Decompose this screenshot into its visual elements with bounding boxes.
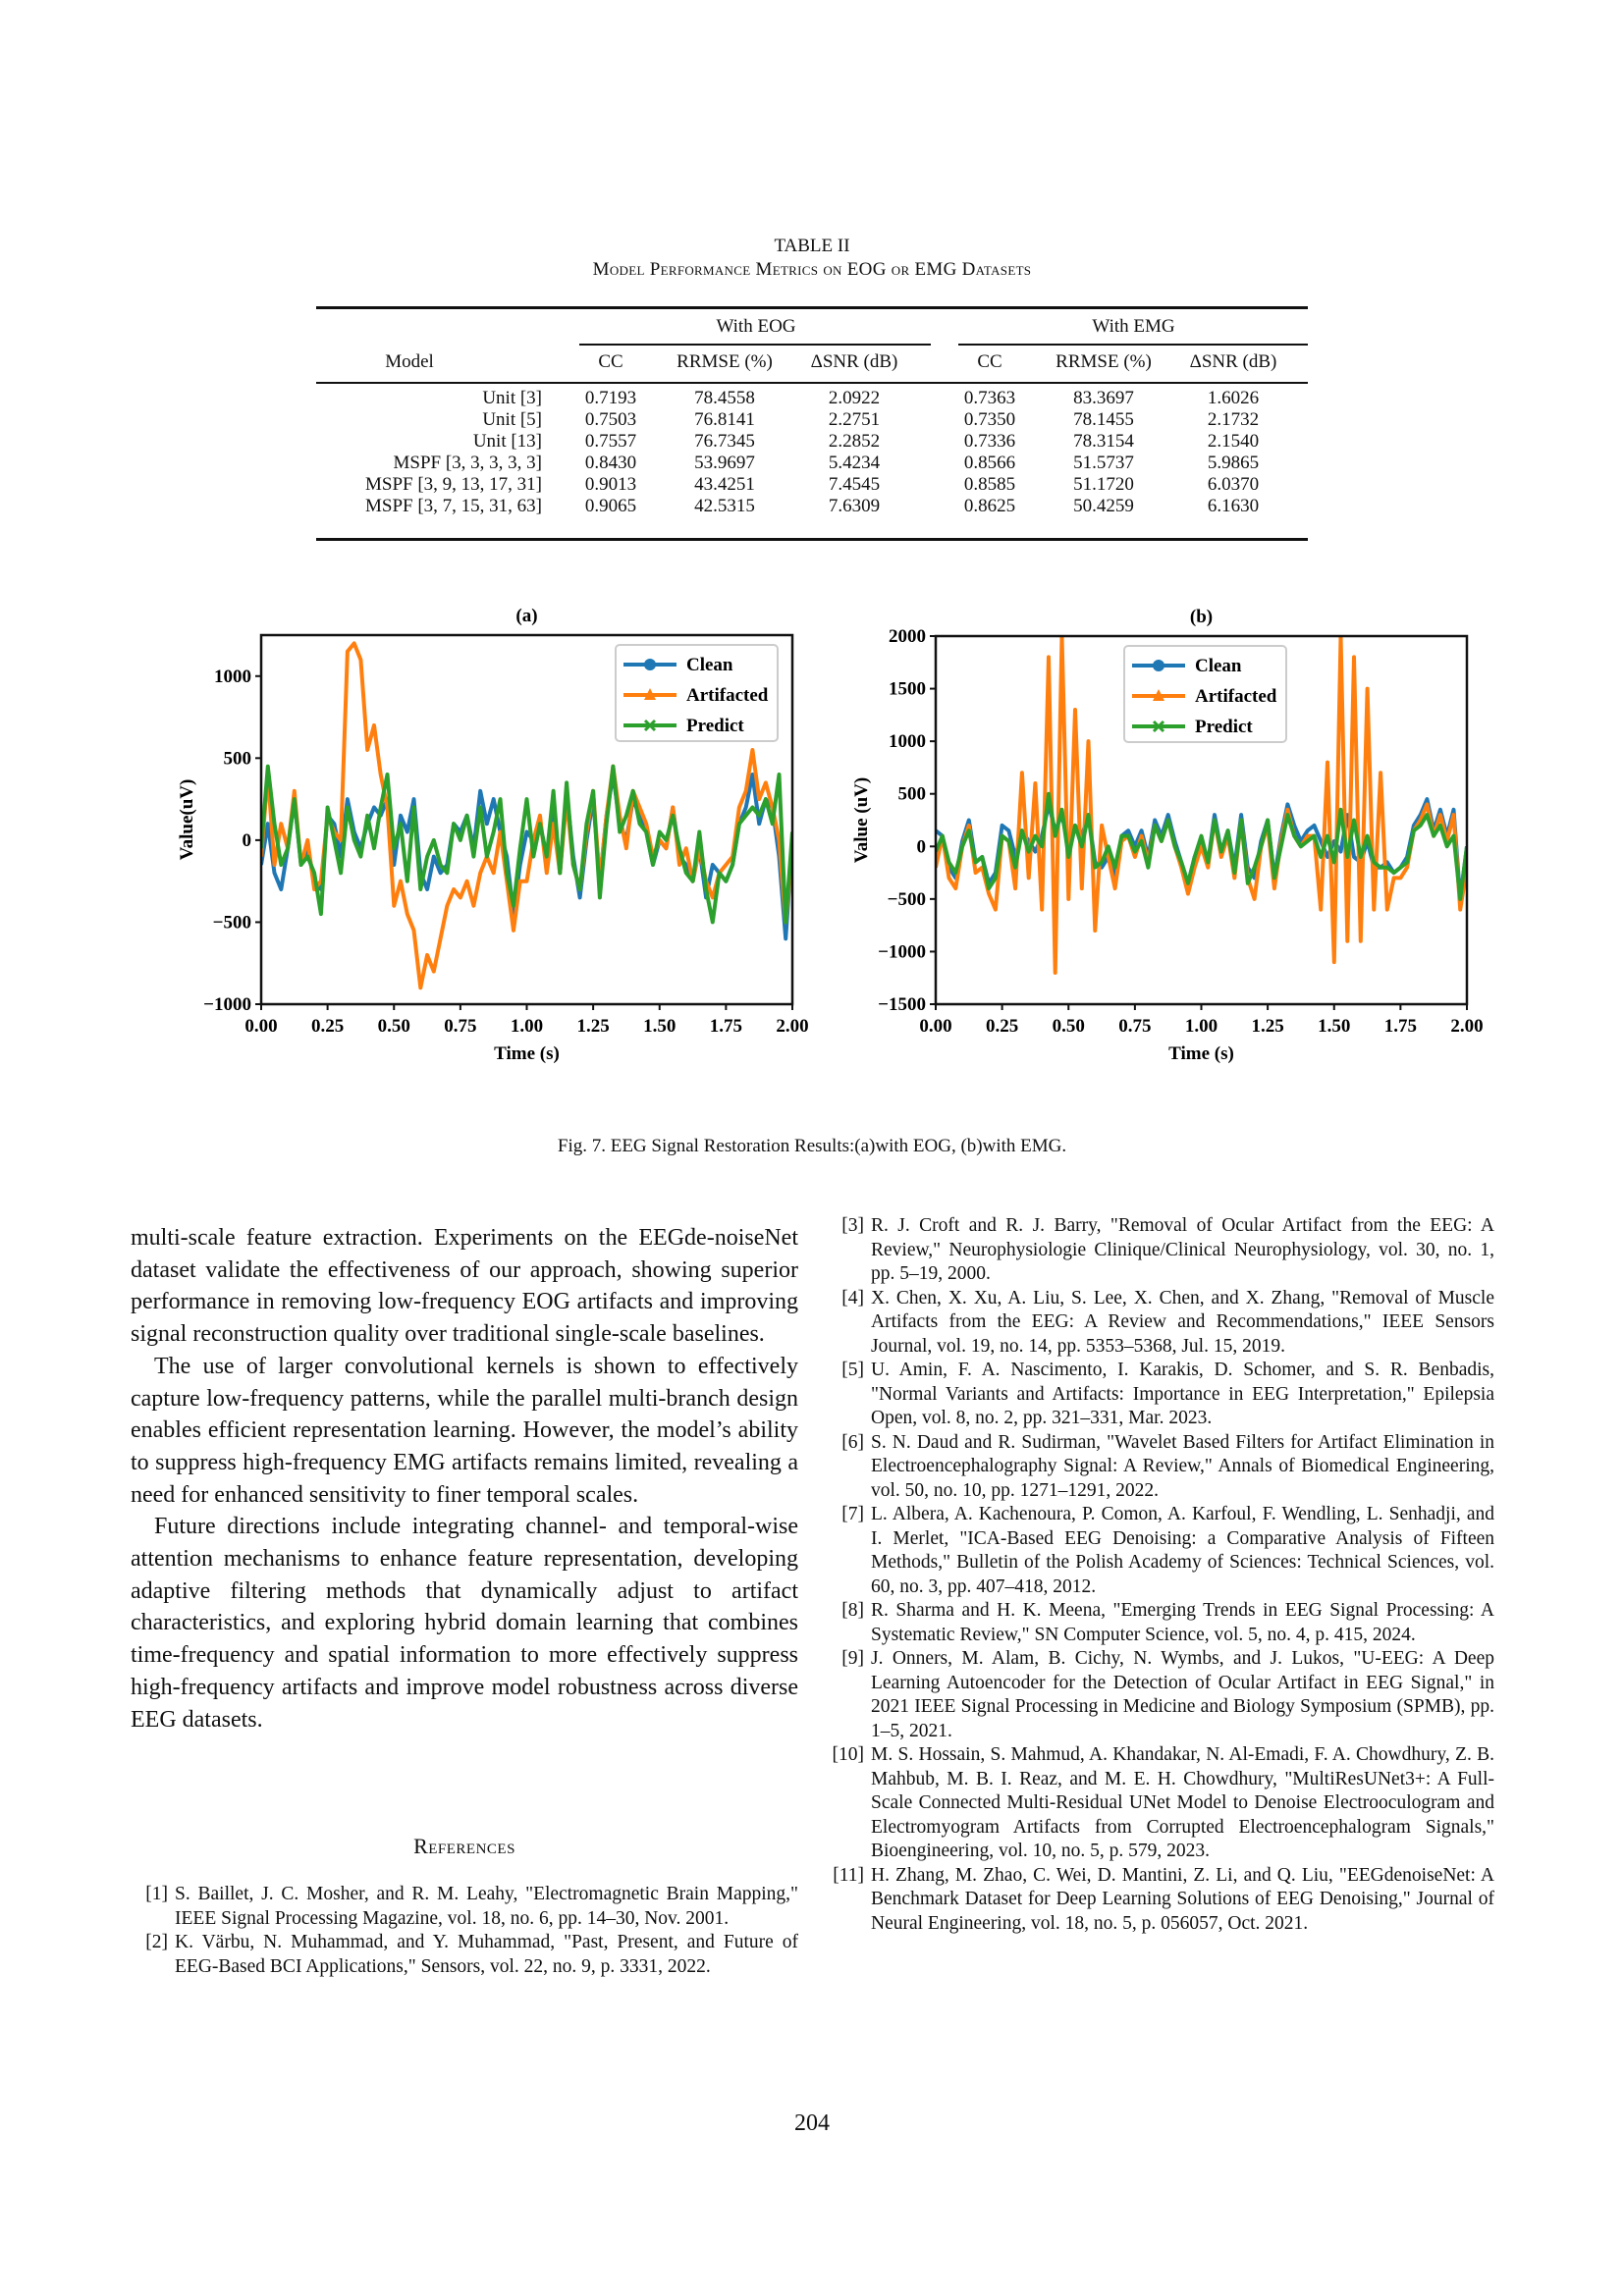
legend-label: Artifacted bbox=[686, 685, 769, 706]
x-tick-label: 0.00 bbox=[244, 1016, 278, 1037]
metric-cell: 53.9697 bbox=[694, 453, 755, 473]
x-tick-label: 0.50 bbox=[377, 1016, 410, 1037]
references-list-right bbox=[827, 1214, 1494, 1936]
metric-cell: 5.4234 bbox=[828, 453, 881, 473]
group-header-emg: With EMG bbox=[1092, 316, 1175, 337]
y-tick-label: 500 bbox=[897, 783, 926, 805]
legend-label: Predict bbox=[686, 716, 744, 736]
x-tick-label: 2.00 bbox=[1450, 1016, 1484, 1037]
model-name-cell: Unit [13] bbox=[472, 431, 542, 452]
reference-item bbox=[827, 1647, 1494, 1743]
table-subtitle: Model Performance Metrics on EOG or EMG Datasets bbox=[592, 259, 1032, 280]
metric-cell: 76.8141 bbox=[694, 409, 755, 430]
metric-cell: 0.9013 bbox=[584, 474, 637, 495]
column-header: ΔSNR (dB) bbox=[810, 351, 898, 372]
y-tick-label: −500 bbox=[212, 912, 251, 934]
reference-item bbox=[827, 1431, 1494, 1504]
x-tick-label: 0.75 bbox=[1118, 1016, 1152, 1037]
table-bottom-rule bbox=[316, 538, 1308, 541]
y-tick-label: −1500 bbox=[878, 994, 926, 1015]
reference-text: L. Albera, A. Kachenoura, P. Comon, A. Karfoul, F. Wendling, L. Senhadji, and I. Merlet, "ICA-Based EEG Denoising: a Comparative Analysis of Fifteen Methods," Bulletin of the Polish Academy of Sciences: Technical Sciences, vol. 60, no. 3, pp. 407–418, 2012. bbox=[871, 1504, 1494, 1597]
paragraph: The use of larger convolutional kernels is shown to effectively capture low-frequency patterns, while the parallel multi-branch design enables efficient representation learning. However, the model’s ability to suppress high-frequency EMG artifacts remains limited, revealing a need for enhanced sensitivity to finer temporal scales. bbox=[131, 1353, 798, 1508]
table-top-rule bbox=[316, 306, 1308, 309]
x-tick-label: 2.00 bbox=[776, 1016, 809, 1037]
reference-text: X. Chen, X. Xu, A. Liu, S. Lee, X. Chen, and X. Zhang, "Removal of Muscle Artifacts from the EEG: A Review and Recommendations," IEEE Sensors Journal, vol. 19, no. 14, pp. 5353–5368, Jul. 15, 2019. bbox=[871, 1287, 1494, 1357]
metric-cell: 7.6309 bbox=[828, 496, 881, 516]
x-tick-label: 0.25 bbox=[311, 1016, 345, 1037]
reference-number: [5] bbox=[841, 1360, 864, 1380]
metric-cell: 2.2751 bbox=[828, 409, 881, 430]
chart-legend bbox=[1124, 646, 1286, 742]
reference-text: S. Baillet, J. C. Mosher, and R. M. Leahy, "Electromagnetic Brain Mapping," IEEE Signal Processing Magazine, vol. 18, no. 6, pp. 14–30, Nov. 2001. bbox=[175, 1884, 798, 1929]
metric-cell: 0.8625 bbox=[963, 496, 1016, 516]
table-row bbox=[316, 388, 1308, 409]
metric-cell: 0.7193 bbox=[584, 388, 637, 408]
table-row bbox=[316, 453, 1308, 474]
y-tick-label: 1500 bbox=[889, 678, 926, 700]
x-tick-label: 1.50 bbox=[643, 1016, 677, 1037]
metric-cell: 7.4545 bbox=[828, 474, 881, 495]
chart-title: (b) bbox=[1189, 607, 1214, 627]
y-tick-label: −1000 bbox=[203, 994, 251, 1015]
reference-item bbox=[827, 1864, 1494, 1937]
reference-text: R. J. Croft and R. J. Barry, "Removal of Ocular Artifact from the EEG: A Review," Neurophysiologie Clinique/Clinical Neurophysiology, vol. 30, no. 1, pp. 5–19, 2000. bbox=[871, 1215, 1494, 1284]
x-tick-label: 1.75 bbox=[709, 1016, 742, 1037]
reference-text: H. Zhang, M. Zhao, C. Wei, D. Mantini, Z. Li, and Q. Liu, "EEGdenoiseNet: A Benchmark Dataset for Deep Learning Solutions of EEG Denoising," Journal of Neural Engineering, vol. 18, no. 5, p. 056057, Oct. 2021. bbox=[871, 1864, 1494, 1934]
reference-number: [6] bbox=[841, 1431, 864, 1453]
y-tick-label: 0 bbox=[916, 836, 926, 858]
paragraph: Future directions include integrating channel- and temporal-wise attention mechanisms to enhance feature representation, developing adaptive filtering methods that dynamically adjust to artifact characteristics, and exploring hybrid domain learning that combines time-frequency and spatial information to more effectively suppress high-frequency artifacts and improve model robustness across diverse EEG datasets. bbox=[131, 1514, 798, 1733]
reference-text: J. Onners, M. Alam, B. Cichy, N. Wymbs, and J. Lukos, "U-EEG: A Deep Learning Autoencoder for the Detection of Ocular Artifact in EEG Signal," in 2021 IEEE Signal Processing in Medicine and Biology Symposium (SPMB), pp. 1–5, 2021. bbox=[871, 1648, 1494, 1741]
reference-number: [7] bbox=[841, 1504, 864, 1524]
table-header-rule bbox=[316, 382, 1308, 384]
metric-cell: 1.6026 bbox=[1207, 388, 1260, 408]
reference-number: [3] bbox=[841, 1215, 864, 1236]
circle-marker-icon bbox=[644, 659, 656, 670]
y-tick-label: 0 bbox=[242, 829, 251, 851]
metric-cell: 2.2852 bbox=[828, 431, 881, 452]
y-tick-label: 1000 bbox=[214, 666, 251, 687]
legend-label: Predict bbox=[1195, 717, 1253, 737]
metric-cell: 0.7363 bbox=[963, 388, 1016, 408]
table-row bbox=[316, 431, 1308, 453]
paragraph: multi-scale feature extraction. Experiments on the EEGde-noiseNet dataset validate the effectiveness of our approach, showing superior performance in removing low-frequency EOG artifacts and improving signal reconstruction quality over traditional single-scale baselines. bbox=[131, 1225, 798, 1348]
x-tick-label: 1.25 bbox=[576, 1016, 610, 1037]
metric-cell: 0.7503 bbox=[584, 409, 637, 430]
metric-cell: 0.7350 bbox=[963, 409, 1016, 430]
table-row bbox=[316, 496, 1308, 517]
legend-label: Clean bbox=[1195, 656, 1242, 676]
x-tick-label: 0.25 bbox=[986, 1016, 1019, 1037]
y-axis-label: Value(uV) bbox=[177, 778, 197, 861]
chart-legend bbox=[616, 645, 778, 741]
table-column-headers bbox=[316, 351, 1308, 377]
metric-cell: 51.1720 bbox=[1073, 474, 1134, 495]
reference-number: [8] bbox=[841, 1600, 864, 1621]
reference-item bbox=[827, 1214, 1494, 1287]
metric-cell: 43.4251 bbox=[694, 474, 755, 495]
metric-cell: 78.3154 bbox=[1073, 431, 1134, 452]
metric-cell: 6.0370 bbox=[1207, 474, 1260, 495]
reference-text: K. Värbu, N. Muhammad, and Y. Muhammad, "Past, Present, and Future of EEG-Based BCI Applications," Sensors, vol. 22, no. 9, p. 3331, 2022. bbox=[175, 1932, 798, 1977]
metric-cell: 2.0922 bbox=[828, 388, 881, 408]
model-name-cell: Unit [5] bbox=[482, 409, 542, 430]
x-axis-label: Time (s) bbox=[494, 1043, 560, 1064]
reference-text: M. S. Hossain, S. Mahmud, A. Khandakar, N. Al-Emadi, F. A. Chowdhury, Z. B. Mahbub, M. B. I. Reaz, and M. E. H. Chowdhury, "MultiResUNet3+: A Full-Scale Connected Multi-Residual UNet Model to Denoise Electrooculogram and Electromyogram Artifacts from Corrupted Electroencephalogram Signals," Bioengineering, vol. 10, no. 5, p. 579, 2023. bbox=[871, 1744, 1494, 1861]
reference-item bbox=[827, 1743, 1494, 1864]
x-tick-label: 0.75 bbox=[444, 1016, 477, 1037]
metric-cell: 42.5315 bbox=[694, 496, 755, 516]
y-tick-label: 1000 bbox=[889, 731, 926, 753]
reference-item bbox=[131, 1883, 798, 1931]
column-header: Model bbox=[385, 351, 434, 372]
y-tick-label: −1000 bbox=[878, 941, 926, 963]
model-name-cell: MSPF [3, 3, 3, 3, 3] bbox=[393, 453, 542, 473]
metric-cell: 51.5737 bbox=[1073, 453, 1134, 473]
group-rule-eog bbox=[579, 344, 931, 346]
metric-cell: 0.7557 bbox=[584, 431, 637, 452]
metric-cell: 76.7345 bbox=[694, 431, 755, 452]
metric-cell: 0.8585 bbox=[963, 474, 1016, 495]
chart-eog bbox=[128, 594, 815, 1085]
reference-number: [2] bbox=[145, 1932, 168, 1952]
reference-item bbox=[131, 1931, 798, 1979]
x-tick-label: 1.75 bbox=[1383, 1016, 1417, 1037]
circle-marker-icon bbox=[1153, 660, 1164, 671]
x-tick-label: 0.00 bbox=[919, 1016, 952, 1037]
references-heading: References bbox=[413, 1834, 515, 1858]
column-header: CC bbox=[598, 351, 623, 372]
y-tick-label: 2000 bbox=[889, 626, 926, 647]
metric-cell: 78.4558 bbox=[694, 388, 755, 408]
reference-number: [11] bbox=[833, 1864, 864, 1886]
x-tick-label: 0.50 bbox=[1052, 1016, 1085, 1037]
model-name-cell: MSPF [3, 9, 13, 17, 31] bbox=[365, 474, 542, 495]
metric-cell: 0.8430 bbox=[584, 453, 637, 473]
metric-cell: 5.9865 bbox=[1207, 453, 1260, 473]
figure-caption: Fig. 7. EEG Signal Restoration Results:(a)with EOG, (b)with EMG. bbox=[557, 1136, 1067, 1156]
x-axis-label: Time (s) bbox=[1168, 1043, 1234, 1064]
reference-text: U. Amin, F. A. Nascimento, I. Karakis, D. Schomer, and S. R. Benbadis, "Normal Variants and Artifacts: Importance in EEG Interpretation," Epilepsia Open, vol. 8, no. 2, pp. 321–331, Mar. 2023. bbox=[871, 1360, 1494, 1428]
metric-cell: 50.4259 bbox=[1073, 496, 1134, 516]
reference-item bbox=[827, 1599, 1494, 1647]
reference-text: R. Sharma and H. K. Meena, "Emerging Trends in EEG Signal Processing: A Systematic Review," SN Computer Science, vol. 5, no. 4, p. 415, 2024. bbox=[871, 1600, 1494, 1645]
references-list-left bbox=[131, 1883, 798, 1979]
y-axis-label: Value (uV) bbox=[851, 776, 872, 864]
group-header-eog: With EOG bbox=[716, 316, 796, 337]
x-tick-label: 1.00 bbox=[1184, 1016, 1218, 1037]
table-row bbox=[316, 409, 1308, 431]
column-header: RRMSE (%) bbox=[1056, 351, 1152, 372]
column-header: RRMSE (%) bbox=[677, 351, 773, 372]
table-row bbox=[316, 474, 1308, 496]
metric-cell: 0.9065 bbox=[584, 496, 637, 516]
chart-emg bbox=[805, 594, 1492, 1085]
reference-item bbox=[827, 1287, 1494, 1360]
reference-number: [9] bbox=[841, 1648, 864, 1669]
metric-cell: 2.1540 bbox=[1207, 431, 1260, 452]
reference-number: [10] bbox=[832, 1744, 864, 1765]
metric-cell: 2.1732 bbox=[1207, 409, 1260, 430]
x-tick-label: 1.50 bbox=[1318, 1016, 1351, 1037]
metric-cell: 0.7336 bbox=[963, 431, 1016, 452]
metric-cell: 0.8566 bbox=[963, 453, 1016, 473]
page-number: 204 bbox=[794, 2110, 830, 2136]
column-header: ΔSNR (dB) bbox=[1189, 351, 1277, 372]
legend-label: Clean bbox=[686, 655, 733, 675]
reference-item bbox=[827, 1359, 1494, 1431]
metric-cell: 83.3697 bbox=[1073, 388, 1134, 408]
model-name-cell: MSPF [3, 7, 15, 31, 63] bbox=[365, 496, 542, 516]
table-title: TABLE II bbox=[774, 236, 850, 256]
group-rule-emg bbox=[958, 344, 1308, 346]
reference-number: [1] bbox=[145, 1884, 168, 1904]
chart-title: (a) bbox=[515, 606, 538, 626]
reference-item bbox=[827, 1503, 1494, 1599]
y-tick-label: 500 bbox=[223, 748, 251, 770]
metric-cell: 6.1630 bbox=[1207, 496, 1260, 516]
reference-number: [4] bbox=[841, 1287, 864, 1308]
reference-text: S. N. Daud and R. Sudirman, "Wavelet Based Filters for Artifact Elimination in Electroencephalography Signal: A Review," Annals of Biomedical Engineering, vol. 50, no. 10, pp. 1271–1291, 2022. bbox=[871, 1431, 1494, 1501]
metric-cell: 78.1455 bbox=[1073, 409, 1134, 430]
x-tick-label: 1.25 bbox=[1251, 1016, 1284, 1037]
x-tick-label: 1.00 bbox=[510, 1016, 544, 1037]
y-tick-label: −500 bbox=[887, 888, 926, 910]
conclusion-text bbox=[131, 1222, 798, 1735]
column-header: CC bbox=[977, 351, 1002, 372]
model-name-cell: Unit [3] bbox=[482, 388, 542, 408]
legend-label: Artifacted bbox=[1195, 686, 1277, 707]
